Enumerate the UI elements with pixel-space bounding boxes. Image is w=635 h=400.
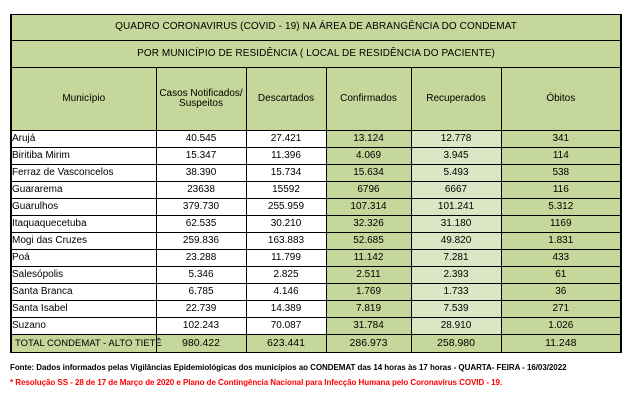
cell-confirmados: 2.511: [326, 267, 411, 284]
table-row: [11, 233, 621, 250]
cell-notificados: 6.785: [156, 284, 246, 301]
total-descartados: 623.441: [246, 335, 326, 353]
table-row: [11, 284, 621, 301]
cell-notificados: 22.739: [156, 301, 246, 318]
column-header-obitos: Óbitos: [501, 68, 621, 131]
cell-confirmados: 11.142: [326, 250, 411, 267]
column-header-casos-notificados: Casos Notificados/ Suspeitos: [156, 68, 246, 131]
cell-obitos: 341: [501, 131, 621, 148]
cell-notificados: 259.836: [156, 233, 246, 250]
cell-recuperados: 3.945: [411, 148, 501, 165]
table-row: [11, 199, 621, 216]
cell-descartados: 15592: [246, 182, 326, 199]
cell-confirmados: 13.124: [326, 131, 411, 148]
table-row: [11, 216, 621, 233]
cell-recuperados: 5.493: [411, 165, 501, 182]
cell-recuperados: 12.778: [411, 131, 501, 148]
cell-notificados: 23.288: [156, 250, 246, 267]
total-recuperados: 258.980: [411, 335, 501, 353]
cell-notificados: 23638: [156, 182, 246, 199]
total-confirmados: 286.973: [326, 335, 411, 353]
cell-descartados: 27.421: [246, 131, 326, 148]
column-header-descartados: Descartados: [246, 68, 326, 131]
cell-descartados: 11.396: [246, 148, 326, 165]
cell-municipio: Guararema: [11, 182, 156, 199]
cell-recuperados: 6667: [411, 182, 501, 199]
cell-confirmados: 31.784: [326, 318, 411, 335]
cell-notificados: 62.535: [156, 216, 246, 233]
cell-confirmados: 15.634: [326, 165, 411, 182]
cell-municipio: Biritiba Mirim: [11, 148, 156, 165]
cell-obitos: 433: [501, 250, 621, 267]
page-title: QUADRO CORONAVIRUS (COVID - 19) NA ÁREA DE ABRANGÊNCIA DO CONDEMAT: [11, 15, 621, 41]
table-row: [11, 250, 621, 267]
footnotes: [10, 363, 630, 388]
table-row: [11, 267, 621, 284]
cell-municipio: Salesópolis: [11, 267, 156, 284]
cell-notificados: 102.243: [156, 318, 246, 335]
cell-recuperados: 31.180: [411, 216, 501, 233]
table-row: [11, 318, 621, 335]
cell-municipio: Ferraz de Vasconcelos: [11, 165, 156, 182]
total-obitos: 11.248: [501, 335, 621, 353]
cell-notificados: 379.730: [156, 199, 246, 216]
cell-confirmados: 4.069: [326, 148, 411, 165]
column-header-confirmados: Confirmados: [326, 68, 411, 131]
cell-municipio: Santa Branca: [11, 284, 156, 301]
table-row: [11, 182, 621, 199]
table-subtitle-row: [11, 41, 621, 68]
cell-obitos: 5.312: [501, 199, 621, 216]
total-label: TOTAL CONDEMAT - ALTO TIETÊ: [11, 335, 156, 353]
cell-obitos: 1169: [501, 216, 621, 233]
table-header-row: [11, 68, 621, 131]
cell-descartados: 30.210: [246, 216, 326, 233]
cell-obitos: 36: [501, 284, 621, 301]
table-row: [11, 148, 621, 165]
cell-descartados: 255.959: [246, 199, 326, 216]
cell-notificados: 5.346: [156, 267, 246, 284]
cell-obitos: 1.026: [501, 318, 621, 335]
cell-recuperados: 101.241: [411, 199, 501, 216]
cell-descartados: 70.087: [246, 318, 326, 335]
cell-municipio: Mogi das Cruzes: [11, 233, 156, 250]
cell-notificados: 15.347: [156, 148, 246, 165]
column-header-recuperados: Recuperados: [411, 68, 501, 131]
footnote-fonte: Fonte: Dados informados pelas Vigilâncias Epidemiológicas dos municípios ao CONDEMAT das 14 horas às 17 horas - QUARTA- FEIRA - 16/03/2022: [10, 363, 567, 372]
cell-recuperados: 2.393: [411, 267, 501, 284]
cell-obitos: 114: [501, 148, 621, 165]
table-total-row: [11, 335, 621, 353]
footnote-resolucao: * Resolução SS - 28 de 17 de Março de 2020 e Plano de Contingência Nacional para Infecção Humana pelo Coronavírus COVID - 19.: [10, 378, 503, 387]
covid-summary-table: [10, 14, 622, 353]
cell-descartados: 15.734: [246, 165, 326, 182]
table-title-row: [11, 15, 621, 41]
cell-descartados: 11.799: [246, 250, 326, 267]
table-row: [11, 131, 621, 148]
cell-notificados: 40.545: [156, 131, 246, 148]
cell-municipio: Suzano: [11, 318, 156, 335]
cell-recuperados: 7.539: [411, 301, 501, 318]
cell-recuperados: 28.910: [411, 318, 501, 335]
cell-obitos: 538: [501, 165, 621, 182]
page-subtitle: POR MUNICÍPIO DE RESIDÊNCIA ( LOCAL DE RESIDÊNCIA DO PACIENTE): [11, 41, 621, 68]
cell-confirmados: 107.314: [326, 199, 411, 216]
cell-municipio: Arujá: [11, 131, 156, 148]
cell-confirmados: 7.819: [326, 301, 411, 318]
column-header-municipio: Município: [11, 68, 156, 131]
cell-municipio: Guarulhos: [11, 199, 156, 216]
cell-obitos: 116: [501, 182, 621, 199]
cell-descartados: 2.825: [246, 267, 326, 284]
cell-descartados: 14.389: [246, 301, 326, 318]
cell-municipio: Itaquaquecetuba: [11, 216, 156, 233]
table-row: [11, 301, 621, 318]
cell-confirmados: 52.685: [326, 233, 411, 250]
total-notificados: 980.422: [156, 335, 246, 353]
cell-municipio: Poá: [11, 250, 156, 267]
cell-descartados: 163.883: [246, 233, 326, 250]
cell-obitos: 271: [501, 301, 621, 318]
cell-recuperados: 49.820: [411, 233, 501, 250]
cell-descartados: 4.146: [246, 284, 326, 301]
cell-recuperados: 7.281: [411, 250, 501, 267]
cell-recuperados: 1.733: [411, 284, 501, 301]
cell-notificados: 38.390: [156, 165, 246, 182]
cell-confirmados: 1.769: [326, 284, 411, 301]
cell-confirmados: 6796: [326, 182, 411, 199]
cell-confirmados: 32.326: [326, 216, 411, 233]
cell-obitos: 1.831: [501, 233, 621, 250]
cell-municipio: Santa Isabel: [11, 301, 156, 318]
covid-table-container: [10, 14, 620, 353]
table-row: [11, 165, 621, 182]
cell-obitos: 61: [501, 267, 621, 284]
